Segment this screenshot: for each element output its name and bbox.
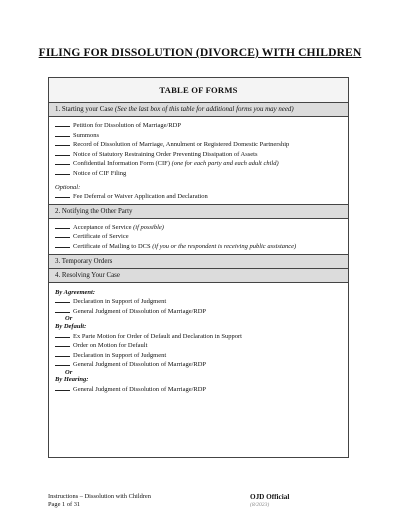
section-2-body — [49, 219, 348, 255]
section-4-header: 4. Resolving Your Case — [49, 269, 348, 283]
form-item-label: Order on Motion for Default — [73, 342, 148, 350]
checkbox-blank — [55, 158, 70, 165]
form-item — [55, 359, 342, 369]
footer-left — [48, 493, 151, 509]
checkbox-blank — [55, 359, 70, 366]
footer-page-number: Page 1 of 31 — [48, 501, 81, 508]
checkbox-blank — [55, 191, 70, 198]
checkbox-blank — [55, 139, 70, 146]
form-item — [55, 149, 342, 159]
form-item-label: General Judgment of Dissolution of Marriage/RDP — [73, 361, 207, 369]
footer-right — [250, 493, 289, 509]
document-title: FILING FOR DISSOLUTION (DIVORCE) WITH CHILDREN — [38, 46, 362, 59]
form-item-label: Notice of CIF Filing — [73, 169, 127, 177]
form-item — [55, 296, 342, 306]
checkbox-blank — [55, 306, 70, 313]
checkbox-blank — [55, 384, 70, 391]
by-agreement-label: By Agreement: — [55, 288, 96, 296]
section-1-note: (See the last box of this table for additional forms you may need) — [114, 106, 294, 113]
section-1-title: 1. Starting your Case — [55, 106, 114, 113]
or-label: Or — [65, 315, 73, 323]
footer-date: (8/2023) — [250, 502, 270, 508]
form-item-label: Declaration in Support of Judgment — [73, 351, 167, 359]
form-item-label: Declaration in Support of Judgment — [73, 298, 167, 306]
checkbox-blank — [55, 340, 70, 347]
form-item — [55, 331, 342, 341]
form-item — [55, 350, 342, 360]
checkbox-blank — [55, 168, 70, 175]
form-item-note: (one for each party and each adult child) — [171, 160, 279, 168]
form-item-label: Fee Deferral or Waiver Application and Declaration — [73, 193, 208, 201]
table-of-forms — [48, 77, 349, 458]
form-item-label: Notice of Statutory Restraining Order Preventing Dissipation of Assets — [73, 150, 258, 158]
checkbox-blank — [55, 331, 70, 338]
optional-label: Optional: — [55, 183, 81, 191]
section-4-body — [49, 283, 348, 397]
form-item-label: Certificate of Mailing to DCS — [73, 242, 151, 250]
checkbox-blank — [55, 296, 70, 303]
form-item — [55, 168, 342, 178]
form-item — [55, 191, 342, 201]
form-item-label: Summons — [73, 131, 100, 139]
form-item-label: Confidential Information Form (CIF) — [73, 160, 170, 168]
footer-brand: OJD Official — [250, 493, 290, 501]
form-item-label: General Judgment of Dissolution of Marriage/RDP — [73, 386, 207, 394]
by-default-label: By Default: — [55, 322, 87, 330]
form-item-label: General Judgment of Dissolution of Marriage/RDP — [73, 307, 207, 315]
table-header: TABLE OF FORMS — [49, 78, 348, 103]
form-item — [55, 130, 342, 140]
checkbox-blank — [55, 231, 70, 238]
form-item — [55, 139, 342, 149]
form-item — [55, 120, 342, 130]
form-item — [55, 231, 342, 241]
form-item-label: Ex Parte Motion for Order of Default and Declaration in Support — [73, 332, 242, 340]
form-item — [55, 222, 342, 232]
checkbox-blank — [55, 222, 70, 229]
form-item-note: (if possible) — [133, 223, 164, 231]
checkbox-blank — [55, 130, 70, 137]
form-item-note: (if you or the respondent is receiving public assistance) — [152, 242, 297, 250]
checkbox-blank — [55, 120, 70, 127]
form-item — [55, 306, 342, 316]
form-item-label: Petition for Dissolution of Marriage/RDP — [73, 122, 181, 129]
checkbox-blank — [55, 241, 70, 248]
form-item — [55, 340, 342, 350]
form-item-label: Record of Dissolution of Marriage, Annulment or Registered Domestic Partnership — [73, 141, 290, 149]
footer-instructions: Instructions – Dissolution with Children — [48, 493, 151, 500]
section-1-header — [49, 103, 348, 117]
form-item-label: Acceptance of Service — [73, 223, 132, 231]
or-label: Or — [65, 368, 73, 376]
by-hearing-label: By Hearing: — [55, 376, 89, 384]
form-item — [55, 241, 342, 251]
section-3-header: 3. Temporary Orders — [49, 255, 348, 269]
form-item — [55, 384, 342, 394]
section-2-header: 2. Notifying the Other Party — [49, 205, 348, 219]
section-1-body — [49, 117, 348, 205]
form-item — [55, 158, 342, 168]
checkbox-blank — [55, 149, 70, 156]
form-item-label: Certificate of Service — [73, 233, 129, 241]
checkbox-blank — [55, 350, 70, 357]
